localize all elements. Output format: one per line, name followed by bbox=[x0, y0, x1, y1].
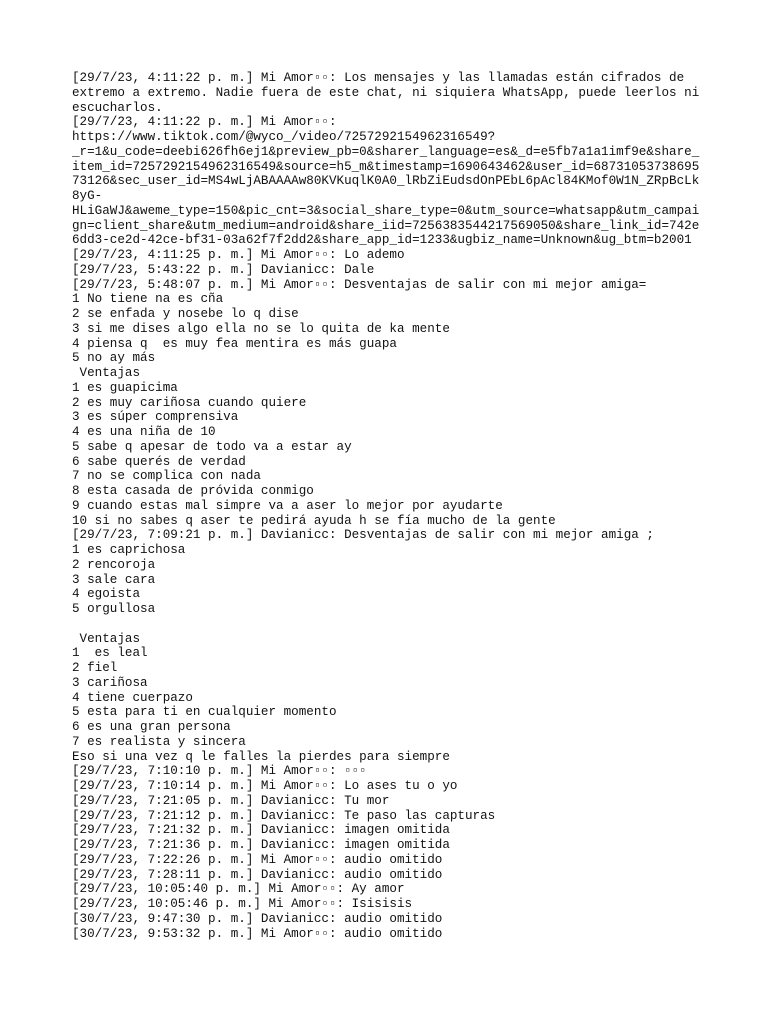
chat-text-line: gn=client_share&utm_medium=android&share_iid=7256383544217569050&share_link_id=742e bbox=[72, 218, 700, 233]
chat-text-line: 6 sabe querés de verdad bbox=[72, 454, 246, 469]
chat-message-line: [29/7/23, 4:11:22 p. m.] Mi Amor▫▫: Los mensajes y las llamadas están cifrados de bbox=[72, 71, 685, 85]
chat-text-line: 73126&sec_user_id=MS4wLjABAAAAw80KVKuqlK0A0_lRbZiEudsdOnPEbL6pAcl84KMof0W1N_ZRpBcLk bbox=[72, 174, 700, 189]
chat-text-line: https://www.tiktok.com/@wyco_/video/7257292154962316549? bbox=[72, 130, 496, 144]
chat-text-line: escucharlos. bbox=[72, 100, 163, 115]
chat-transcript-page bbox=[72, 71, 702, 941]
chat-text-line: 10 si no sabes q aser te pedirá ayuda h se fía mucho de la gente bbox=[72, 513, 556, 528]
chat-text-line: 1 No tiene na es cña bbox=[72, 292, 224, 307]
chat-text-line bbox=[72, 617, 702, 632]
chat-text-line: 4 egoista bbox=[72, 587, 141, 602]
chat-text-line: _r=1&u_code=deebi626fh6ej1&preview_pb=0&sharer_language=es&_d=e5fb7a1a1imf9e&share_ bbox=[72, 144, 700, 159]
chat-message-line: [29/7/23, 10:05:40 p. m.] Mi Amor▫▫: Ay amor bbox=[72, 882, 405, 897]
chat-text-line: 4 es una niña de 10 bbox=[72, 425, 216, 439]
chat-text-line: 1 es guapicima bbox=[72, 380, 178, 395]
chat-message-line: [29/7/23, 7:28:11 p. m.] Davianicc: audio omitido bbox=[72, 867, 443, 882]
chat-text-line: 2 se enfada y nosebe lo q dise bbox=[72, 307, 299, 321]
chat-message-line: [29/7/23, 7:21:05 p. m.] Davianicc: Tu mor bbox=[72, 793, 390, 808]
chat-message-line: [29/7/23, 10:05:46 p. m.] Mi Amor▫▫: Isisisis bbox=[72, 897, 413, 911]
chat-text-line: 3 si me dises algo ella no se lo quita de ka mente bbox=[72, 321, 450, 336]
chat-message-line: [29/7/23, 7:10:14 p. m.] Mi Amor▫▫: Lo ases tu o yo bbox=[72, 779, 458, 793]
chat-message-line: [29/7/23, 7:21:12 p. m.] Davianicc: Te paso las capturas bbox=[72, 808, 496, 823]
chat-text-line: item_id=7257292154962316549&source=h5_m&timestamp=1690643462&user_id=68731053738695 bbox=[72, 159, 700, 174]
chat-text-line: 3 es súper comprensiva bbox=[72, 410, 239, 425]
chat-text-line: HLiGaWJ&aweme_type=150&pic_cnt=3&social_share_type=0&utm_source=whatsapp&utm_campai bbox=[72, 203, 700, 218]
chat-text-line: 7 no se complica con nada bbox=[72, 469, 261, 484]
chat-text-line: 6dd3-ce2d-42ce-bf31-03a62f7f2dd2&share_app_id=1233&ugbiz_name=Unknown&ug_btm=b2001 bbox=[72, 233, 692, 248]
chat-text-line: 4 piensa q es muy fea mentira es más guapa bbox=[72, 336, 397, 351]
chat-message-line: [29/7/23, 7:21:32 p. m.] Davianicc: imagen omitida bbox=[72, 823, 450, 838]
chat-text-line: 1 es caprichosa bbox=[72, 543, 186, 557]
chat-text-line: 5 no ay más bbox=[72, 351, 156, 366]
chat-text-line: extremo a extremo. Nadie fuera de este chat, ni siquiera WhatsApp, puede leerlos ni bbox=[72, 85, 700, 100]
chat-text-line: Ventajas bbox=[72, 631, 141, 646]
chat-message-line: [29/7/23, 5:48:07 p. m.] Mi Amor▫▫: Desventajas de salir con mi mejor amiga= bbox=[72, 277, 647, 292]
chat-message-line: [29/7/23, 5:43:22 p. m.] Davianicc: Dale bbox=[72, 262, 375, 277]
chat-text-line: 3 sale cara bbox=[72, 572, 156, 587]
chat-message-line: [30/7/23, 9:47:30 p. m.] Davianicc: audio omitido bbox=[72, 911, 443, 926]
chat-text-line: 5 esta para ti en cualquier momento bbox=[72, 705, 337, 720]
chat-text-line: 5 sabe q apesar de todo va a estar ay bbox=[72, 439, 352, 454]
chat-text-line: 6 es una gran persona bbox=[72, 720, 231, 734]
chat-text-line: 4 tiene cuerpazo bbox=[72, 690, 193, 705]
chat-text-line: 8 esta casada de próvida conmigo bbox=[72, 484, 314, 498]
chat-message-line: [29/7/23, 7:21:36 p. m.] Davianicc: imagen omitida bbox=[72, 838, 450, 852]
chat-text-line: 2 fiel bbox=[72, 661, 118, 675]
chat-text-line: 9 cuando estas mal simpre va a aser lo mejor por ayudarte bbox=[72, 498, 503, 513]
chat-text-line: 2 rencoroja bbox=[72, 557, 156, 572]
chat-text-line: 5 orgullosa bbox=[72, 602, 156, 616]
chat-message-line: [29/7/23, 7:09:21 p. m.] Davianicc: Desventajas de salir con mi mejor amiga ; bbox=[72, 528, 654, 543]
chat-text-line: 3 cariñosa bbox=[72, 675, 148, 690]
chat-text-line: 7 es realista y sincera bbox=[72, 734, 246, 749]
chat-text-line: Eso si una vez q le falles la pierdes para siempre bbox=[72, 749, 450, 764]
chat-text-line: 2 es muy cariñosa cuando quiere bbox=[72, 395, 307, 410]
chat-text-line: 1 es leal bbox=[72, 646, 148, 661]
chat-message-line: [29/7/23, 7:10:10 p. m.] Mi Amor▫▫: ▫▫▫ bbox=[72, 764, 367, 779]
chat-message-line: [29/7/23, 7:22:26 p. m.] Mi Amor▫▫: audio omitido bbox=[72, 852, 443, 867]
chat-text-line: Ventajas bbox=[72, 366, 141, 380]
chat-text-line: 8yG- bbox=[72, 189, 103, 203]
chat-message-line: [30/7/23, 9:53:32 p. m.] Mi Amor▫▫: audio omitido bbox=[72, 926, 443, 941]
chat-message-line: [29/7/23, 4:11:25 p. m.] Mi Amor▫▫: Lo ademo bbox=[72, 248, 405, 262]
chat-message-line: [29/7/23, 4:11:22 p. m.] Mi Amor▫▫: bbox=[72, 115, 337, 130]
